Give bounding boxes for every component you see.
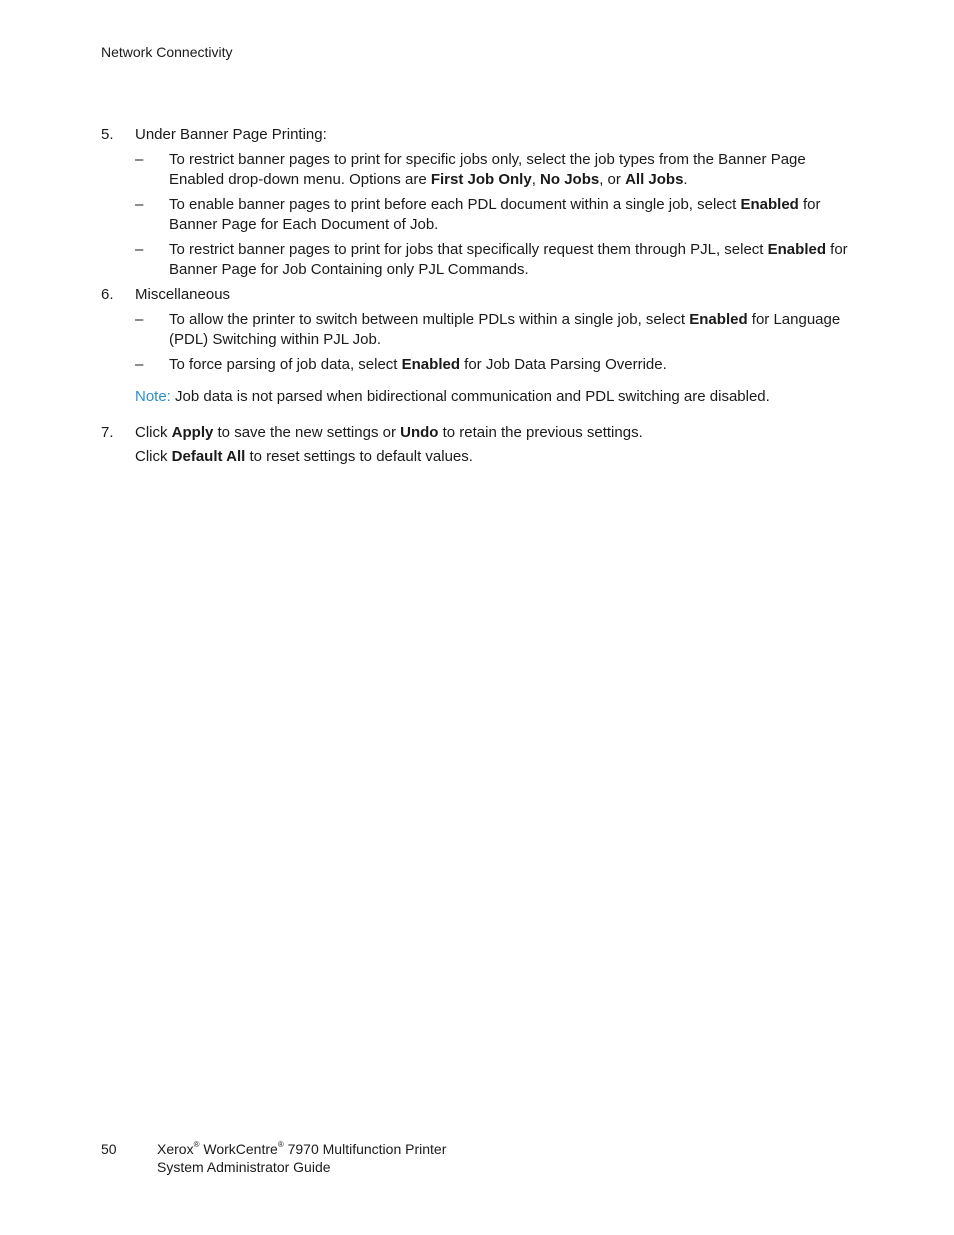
- guide-title: System Administrator Guide: [157, 1159, 331, 1175]
- document-body: [101, 125, 861, 467]
- brand: Xerox: [157, 1141, 194, 1157]
- step-text: Miscellaneous: [135, 286, 231, 303]
- list-item: [135, 195, 861, 235]
- item-text: to reset settings to default values.: [245, 448, 473, 465]
- note: [135, 387, 861, 407]
- note-label: Note:: [135, 388, 171, 405]
- step-text: [135, 423, 861, 443]
- option-enabled: Enabled: [740, 196, 799, 213]
- default-all-label: Default All: [171, 448, 246, 465]
- item-text: To enable banner pages to print before each PDL document within a single job, select: [169, 196, 741, 213]
- item-text: To restrict banner pages to print for specific jobs only, select the job types from the Banner Page Enabled drop-down menu. Options are: [169, 151, 806, 188]
- section-title: Network Connectivity: [101, 44, 233, 60]
- step-number: 6.: [101, 286, 114, 303]
- model-name: 7970 Multifunction Printer: [283, 1141, 447, 1157]
- item-text: ,: [531, 171, 541, 188]
- registered-mark: ®: [193, 1140, 200, 1149]
- step-text-secondary: [135, 447, 861, 467]
- item-text: to retain the previous settings.: [438, 424, 643, 441]
- item-text: .: [683, 171, 688, 188]
- dash-bullet: –: [135, 196, 144, 213]
- apply-label: Apply: [171, 424, 214, 441]
- step-text: Under Banner Page Printing:: [135, 126, 327, 143]
- item-text: To force parsing of job data, select: [169, 356, 402, 373]
- item-text: for Banner Page for Job Containing only PJL Commands.: [169, 241, 848, 278]
- step-number: 5.: [101, 126, 114, 143]
- registered-mark: ®: [277, 1140, 284, 1149]
- sub-list: [135, 150, 861, 280]
- item-text: for Language (PDL) Switching within PJL Job.: [169, 311, 841, 348]
- footer-title: [157, 1140, 446, 1176]
- item-text: To allow the printer to switch between multiple PDLs within a single job, select: [169, 311, 690, 328]
- product-name: WorkCentre: [199, 1141, 278, 1157]
- running-header: [101, 44, 233, 60]
- option-enabled: Enabled: [767, 241, 826, 258]
- list-item: [135, 150, 861, 190]
- list-item: [135, 355, 861, 375]
- undo-label: Undo: [400, 424, 439, 441]
- step-7: [101, 423, 861, 467]
- dash-bullet: –: [135, 311, 144, 328]
- item-text: for Job Data Parsing Override.: [460, 356, 667, 373]
- item-text: To restrict banner pages to print for jobs that specifically request them through PJL, select: [169, 241, 768, 258]
- option-enabled: Enabled: [401, 356, 460, 373]
- item-text: Click: [135, 424, 172, 441]
- item-text: to save the new settings or: [213, 424, 401, 441]
- list-item: [135, 240, 861, 280]
- sub-list: [135, 310, 861, 375]
- step-5: [101, 125, 861, 280]
- list-item: [135, 310, 861, 350]
- option-first-job-only: First Job Only: [430, 171, 532, 188]
- step-number: 7.: [101, 424, 114, 441]
- product-line: [157, 1140, 446, 1158]
- dash-bullet: –: [135, 241, 144, 258]
- option-enabled: Enabled: [689, 311, 748, 328]
- option-all-jobs: All Jobs: [625, 171, 684, 188]
- note-text: Job data is not parsed when bidirectional communication and PDL switching are disabled.: [170, 388, 770, 405]
- option-no-jobs: No Jobs: [540, 171, 600, 188]
- dash-bullet: –: [135, 151, 144, 168]
- item-text: for Banner Page for Each Document of Job.: [169, 196, 821, 233]
- dash-bullet: –: [135, 356, 144, 373]
- step-6: [101, 285, 861, 407]
- page-number: 50: [101, 1141, 117, 1157]
- item-text: Click: [135, 448, 172, 465]
- item-text: , or: [599, 171, 626, 188]
